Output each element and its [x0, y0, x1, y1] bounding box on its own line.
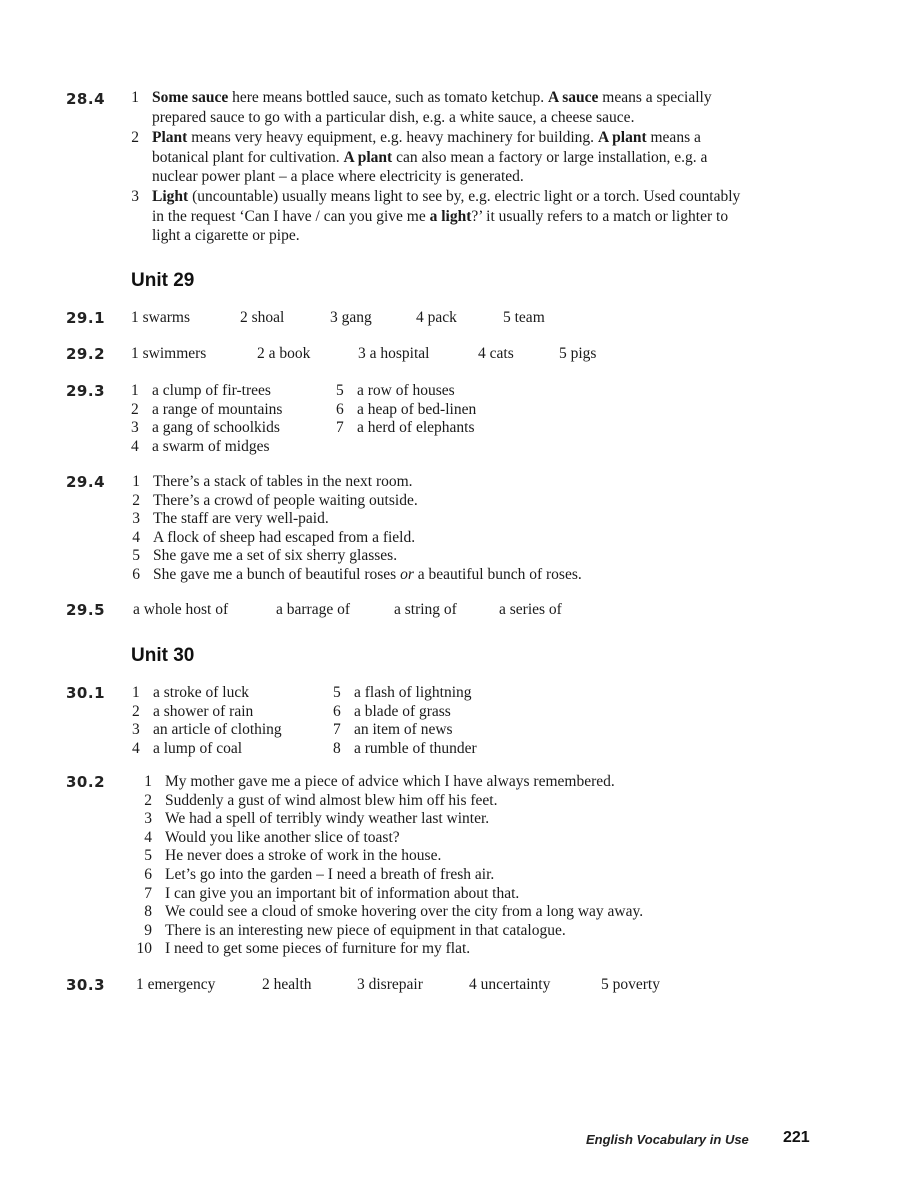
- item-number: 1: [144, 773, 152, 790]
- item-number: 3: [144, 810, 152, 828]
- answer-text: a rumble of thunder: [354, 739, 477, 757]
- answer-sentence: The staff are very well-paid.: [153, 510, 329, 528]
- item-number: 7: [336, 419, 344, 436]
- item-number: 7: [144, 884, 152, 902]
- answer-sentence: I can give you an important bit of information about that.: [165, 884, 520, 902]
- item-number: 8: [144, 903, 152, 921]
- item-number: 8: [333, 739, 341, 757]
- answer-sentence: A flock of sheep had escaped from a field.: [153, 528, 416, 546]
- answer-sentence: There’s a crowd of people waiting outside.: [153, 491, 418, 509]
- answer-item: a string of: [394, 601, 457, 618]
- answer-sentence: We could see a cloud of smoke hovering over the city from a long way away.: [165, 903, 644, 921]
- exercise-number: 29.5: [66, 601, 106, 619]
- answer-sentence: There is an interesting new piece of equipment in that catalogue.: [165, 921, 566, 939]
- page-number: 221: [783, 1129, 810, 1146]
- item-number: 1: [132, 473, 140, 490]
- answer-item: a whole host of: [133, 601, 229, 618]
- item-number: 6: [132, 566, 140, 583]
- item-number: 1: [131, 382, 139, 399]
- answer-item: 3 a hospital: [358, 345, 430, 362]
- item-number: 1: [131, 89, 139, 106]
- answer-line: Some sauce here means bottled sauce, such as tomato ketchup. A sauce means a specially: [152, 89, 712, 106]
- answer-text: a clump of fir-trees: [152, 382, 271, 399]
- answer-line: botanical plant for cultivation. A plant can also mean a factory or large installation, e.g. a: [152, 148, 708, 166]
- item-number: 5: [132, 547, 140, 565]
- answer-text: a heap of bed-linen: [357, 400, 477, 418]
- answer-sentence: Suddenly a gust of wind almost blew him off his feet.: [165, 791, 498, 809]
- answer-sentence: There’s a stack of tables in the next room.: [153, 473, 413, 490]
- item-number: 3: [131, 419, 139, 436]
- answer-text: a range of mountains: [152, 400, 283, 418]
- answer-item: 1 swarms: [131, 309, 190, 326]
- answer-sentence: She gave me a bunch of beautiful roses or a beautiful bunch of roses.: [153, 566, 582, 583]
- item-number: 5: [333, 684, 341, 701]
- answer-text: a shower of rain: [153, 702, 254, 720]
- answer-line: Plant means very heavy equipment, e.g. heavy machinery for building. A plant means a: [152, 129, 701, 146]
- item-number: 3: [132, 510, 140, 528]
- item-number: 10: [136, 940, 152, 958]
- answer-sentence: She gave me a set of six sherry glasses.: [153, 547, 398, 565]
- answer-item: a barrage of: [276, 601, 351, 618]
- item-number: 7: [333, 721, 341, 738]
- answer-item: 4 cats: [478, 345, 514, 362]
- item-number: 9: [144, 921, 152, 939]
- exercise-number: 29.4: [66, 473, 106, 491]
- exercise-number: 30.1: [66, 684, 106, 702]
- answer-text: a swarm of midges: [152, 437, 270, 455]
- item-number: 5: [144, 847, 152, 865]
- answer-item: 3 gang: [330, 309, 372, 326]
- answer-sentence: Would you like another slice of toast?: [165, 828, 400, 846]
- item-number: 4: [144, 828, 152, 846]
- item-number: 3: [132, 721, 140, 738]
- answer-text: a gang of schoolkids: [152, 419, 280, 436]
- item-number: 4: [132, 528, 140, 546]
- unit-heading: Unit 30: [131, 645, 195, 666]
- answer-text: an item of news: [354, 721, 453, 738]
- item-number: 2: [132, 491, 140, 509]
- item-number: 1: [132, 684, 140, 701]
- answer-item: a series of: [499, 601, 562, 618]
- exercise-number: 30.3: [66, 976, 106, 994]
- answer-line: prepared sauce to go with a particular dish, e.g. a white sauce, a cheese sauce.: [152, 108, 635, 126]
- exercise-number: 29.1: [66, 309, 106, 327]
- answer-item: 5 pigs: [559, 345, 597, 362]
- item-number: 6: [144, 866, 152, 883]
- answer-text: a blade of grass: [354, 702, 451, 720]
- item-number: 6: [333, 702, 341, 720]
- item-number: 5: [336, 382, 344, 399]
- answer-item: 1 swimmers: [131, 345, 207, 362]
- answer-item: 1 emergency: [136, 976, 216, 993]
- exercise-number: 30.2: [66, 773, 106, 791]
- footer-book-title: English Vocabulary in Use: [586, 1132, 749, 1147]
- answer-text: a herd of elephants: [357, 419, 475, 436]
- answer-item: 3 disrepair: [357, 976, 423, 993]
- answer-item: 4 pack: [416, 309, 457, 326]
- exercise-number: 29.2: [66, 345, 106, 363]
- answer-item: 5 poverty: [601, 976, 660, 993]
- item-number: 3: [131, 188, 139, 205]
- answer-line: light a cigarette or pipe.: [152, 227, 300, 244]
- exercise-number: 28.4: [66, 90, 106, 108]
- item-number: 4: [131, 437, 139, 455]
- item-number: 2: [131, 400, 139, 418]
- item-number: 4: [132, 739, 140, 757]
- unit-heading: Unit 29: [131, 270, 195, 291]
- item-number: 2: [144, 791, 152, 809]
- answer-line: Light (uncountable) usually means light to see by, e.g. electric light or a torch. Used countably: [152, 188, 741, 205]
- answer-item: 2 health: [262, 976, 312, 993]
- item-number: 6: [336, 400, 344, 418]
- answer-text: an article of clothing: [153, 721, 282, 738]
- answer-sentence: I need to get some pieces of furniture for my flat.: [165, 940, 471, 958]
- answer-item: 4 uncertainty: [469, 976, 551, 993]
- item-number: 2: [131, 129, 139, 146]
- item-number: 2: [132, 702, 140, 720]
- answer-text: a stroke of luck: [153, 684, 249, 701]
- answer-line: in the request ‘Can I have / can you give me a light?’ it usually refers to a match or lighter to: [152, 207, 729, 225]
- answer-sentence: My mother gave me a piece of advice which I have always remembered.: [165, 773, 615, 790]
- answer-item: 2 a book: [257, 345, 311, 362]
- answer-sentence: We had a spell of terribly windy weather last winter.: [165, 810, 490, 828]
- answer-text: a lump of coal: [153, 739, 243, 757]
- answer-line: nuclear power plant – a place where electricity is generated.: [152, 168, 524, 185]
- answer-text: a flash of lightning: [354, 684, 472, 701]
- answer-text: a row of houses: [357, 382, 455, 399]
- answer-sentence: He never does a stroke of work in the house.: [165, 847, 442, 865]
- answer-item: 5 team: [503, 309, 545, 326]
- answer-sentence: Let’s go into the garden – I need a breath of fresh air.: [165, 866, 495, 883]
- exercise-number: 29.3: [66, 382, 106, 400]
- answer-item: 2 shoal: [240, 309, 285, 326]
